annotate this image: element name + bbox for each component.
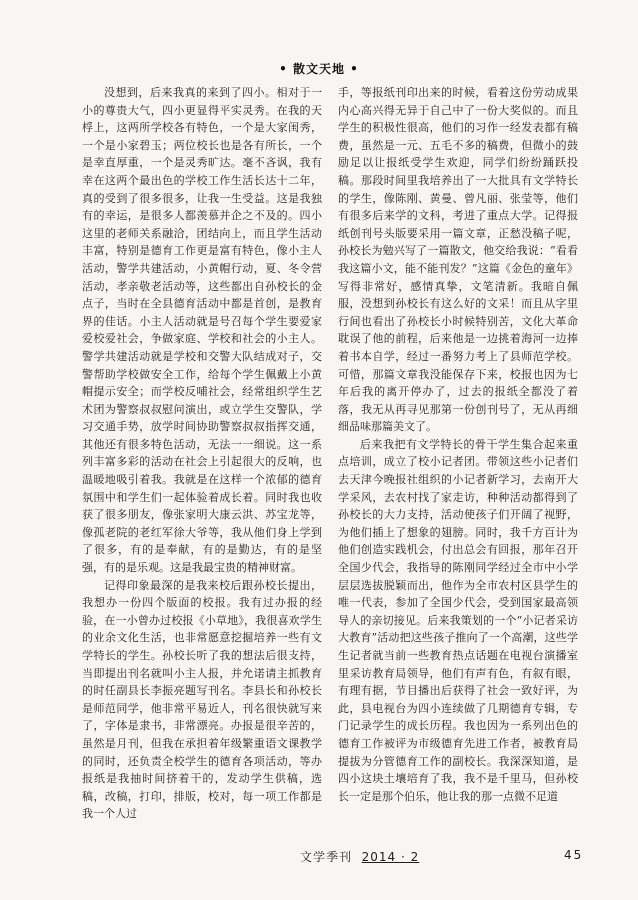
section-header (0, 58, 638, 78)
page-footer (0, 848, 638, 868)
paragraph: 没想到，后来我真的来到了四小。相对于一小的尊贵大气，四小更显得平实灵秀。在我的天桴上，这两所学校各有特色，一个是大家闺秀，一个是小家碧玉；两位校长也是各有所长，一个是幸直厚重，一个是灵秀旷达。毫不吝讽，我有幸在这两个最出色的学校工作生活长达十二年，真的受到了很多很多，让我一生受益。这是我独有的幸运，是很多人都羡慕并企之不及的。四小这里的老师关系融洽，团结向上，而且学生活动丰富，特别是德育工作更是富有特色，像小主人活动，警学共建活动，小黄帽行动，夏、冬令营活动，孝亲敬老活动等，这些都出自孙校长的金点子，当时在全县德育活动中都是首创，是教育界的佳话。小主人活动就是号召每个学生要爱家爱校爱社会，争做家庭、学校和社会的小主人。警学共建活动就是学校和交警大队结成对子，交警帮助学校做安全工作，给每个学生佩戴上小黄帽提示安全；而学校反哺社会，经常组织学生艺术团为警察叔叔慰问演出，或立学生交警队，学习交通手势，放学时间协助警察叔叔指挥交通，其他还有很多特色活动，无法一一细说。这一系列丰富多彩的活动在社会上引起很大的反响，也温暖地吸引着我。我就是在这样一个浓郁的德育氛围中和学生们一起体验着成长着。同时我也收获了很多朋友，像张家明大康云洪、苏宝龙等，像孤老院的老红军徐大爷等，我从他们身上学到了很多，有的是奉献，有的是勤达，有的是坚强，有的是乐观。这是我最宝贵的精神财富。 (82, 86, 322, 575)
paragraph: 记得印象最深的是我来校后跟孙校长提出，我想办一份四个版面的校报。我有过办报的经验，在一小曾办过校报《小草地》，我很喜欢学生的业余文化生活，也非常愿意挖掘培养一些有文学特长的学生。孙校长听了我的想法后很支持，当即提出刊名就叫小主人报，并允诺请主抓教育的时任副县长李振亮题写刊名。李县长和孙校长是师范同学，他非常平易近人，刊名很快就写来了，字体是隶书，非常漂亮。办报是很辛苦的，虽然是月刊，但我在承担着年级繁重语文课教学的同时，还负责全校学生的德育各项活动，等办报纸是我抽时间挤着干的，发动学生供稿，选稿，改稿，打印，排版，校对，每一项工作都是我一个人过 (82, 578, 322, 821)
footer-journal (300, 848, 419, 865)
journal-name: 文学季刊 (300, 850, 353, 864)
paragraph-continued: 手，等报纸刊印出来的时候，看着这份劳动成果内心高兴得无异于自己中了一份大奖似的。而且学生的积极性很高，他们的习作一经发表都有稿费，虽然是一元、五毛不多的稿费，但微小的鼓励足以让报纸受学生欢迎，同学们纷纷踊跃投稿。那段时间里我培养出了一大批具有文学特长的学生，像陈刚、黄曼、曾凡丽、张莹等，他们有很多后来学的文科，考进了重点大学。记得报纸创刊号头版要采用一篇文章，正愁没稿子呢，孙校长为勉兴写了一篇散文，他交给我说：“看看我这篇小文，能不能刊发？”这篇《金色的童年》写得非常好，感情真挚，文笔清新。我暗自佩服，没想到孙校长有这么好的文采！而且从字里行间也看出了孙校长小时候特别苦，文化大革命耽误了他的前程，后来他是一边挑着海河一边捧着书本自学，经过一番努力考上了县师范学校。可惜，那篇文章我没能保存下来，校报也因为七年后我的离开停办了，过去的报纸全都没了着落，我无从再寻见那第一份创刊号了，无从再细细品味那篇美文了。 (338, 86, 578, 434)
page-number: 45 (564, 848, 584, 862)
left-column (82, 84, 322, 829)
paragraph: 后来我把有文学特长的骨干学生集合起来重点培训，成立了校小记者团。带领这些小记者们去天津今晚报社组织的小记者新学习，去南开大学采风，去农村找了家走访，种种活动都得到了孙校长的大力支持，活动使孩子们开阔了视野，为他们插上了想象的翅膀。同时，我千方百计为他们创造实践机会，付出总会有回报，那年召开全国少代会，我指导的陈刚同学经过全市中小学层层选拔脱颖而出，他作为全市农村区县学生的唯一代表，参加了全国少代会，受到国家最高领导人的亲切接见。后来我策划的一个“小记者采访大教育”活动把这些孩子推向了一个高潮，这些学生记者就当前一些教育热点话题在电视台演播室里采访教育局领导，他们有声有色，有叙有眼，有理有据，节目播出后获得了社会一致好评，为此，县电视台为四小连续做了几期德育专辑，专门记录学生的成长历程。我也因为一系列出色的德育工作被评为市级德育先进工作者，被教育局提拔为分管德育工作的副校长。我深深知道，是四小这块土壤培育了我，我不是千里马，但孙校长一定是那个伯乐，他让我的那一点微不足道 (338, 437, 578, 803)
issue-number: 2014 · 2 (361, 850, 420, 864)
section-title: • 散文天地 • (279, 62, 359, 76)
right-column (338, 84, 578, 829)
